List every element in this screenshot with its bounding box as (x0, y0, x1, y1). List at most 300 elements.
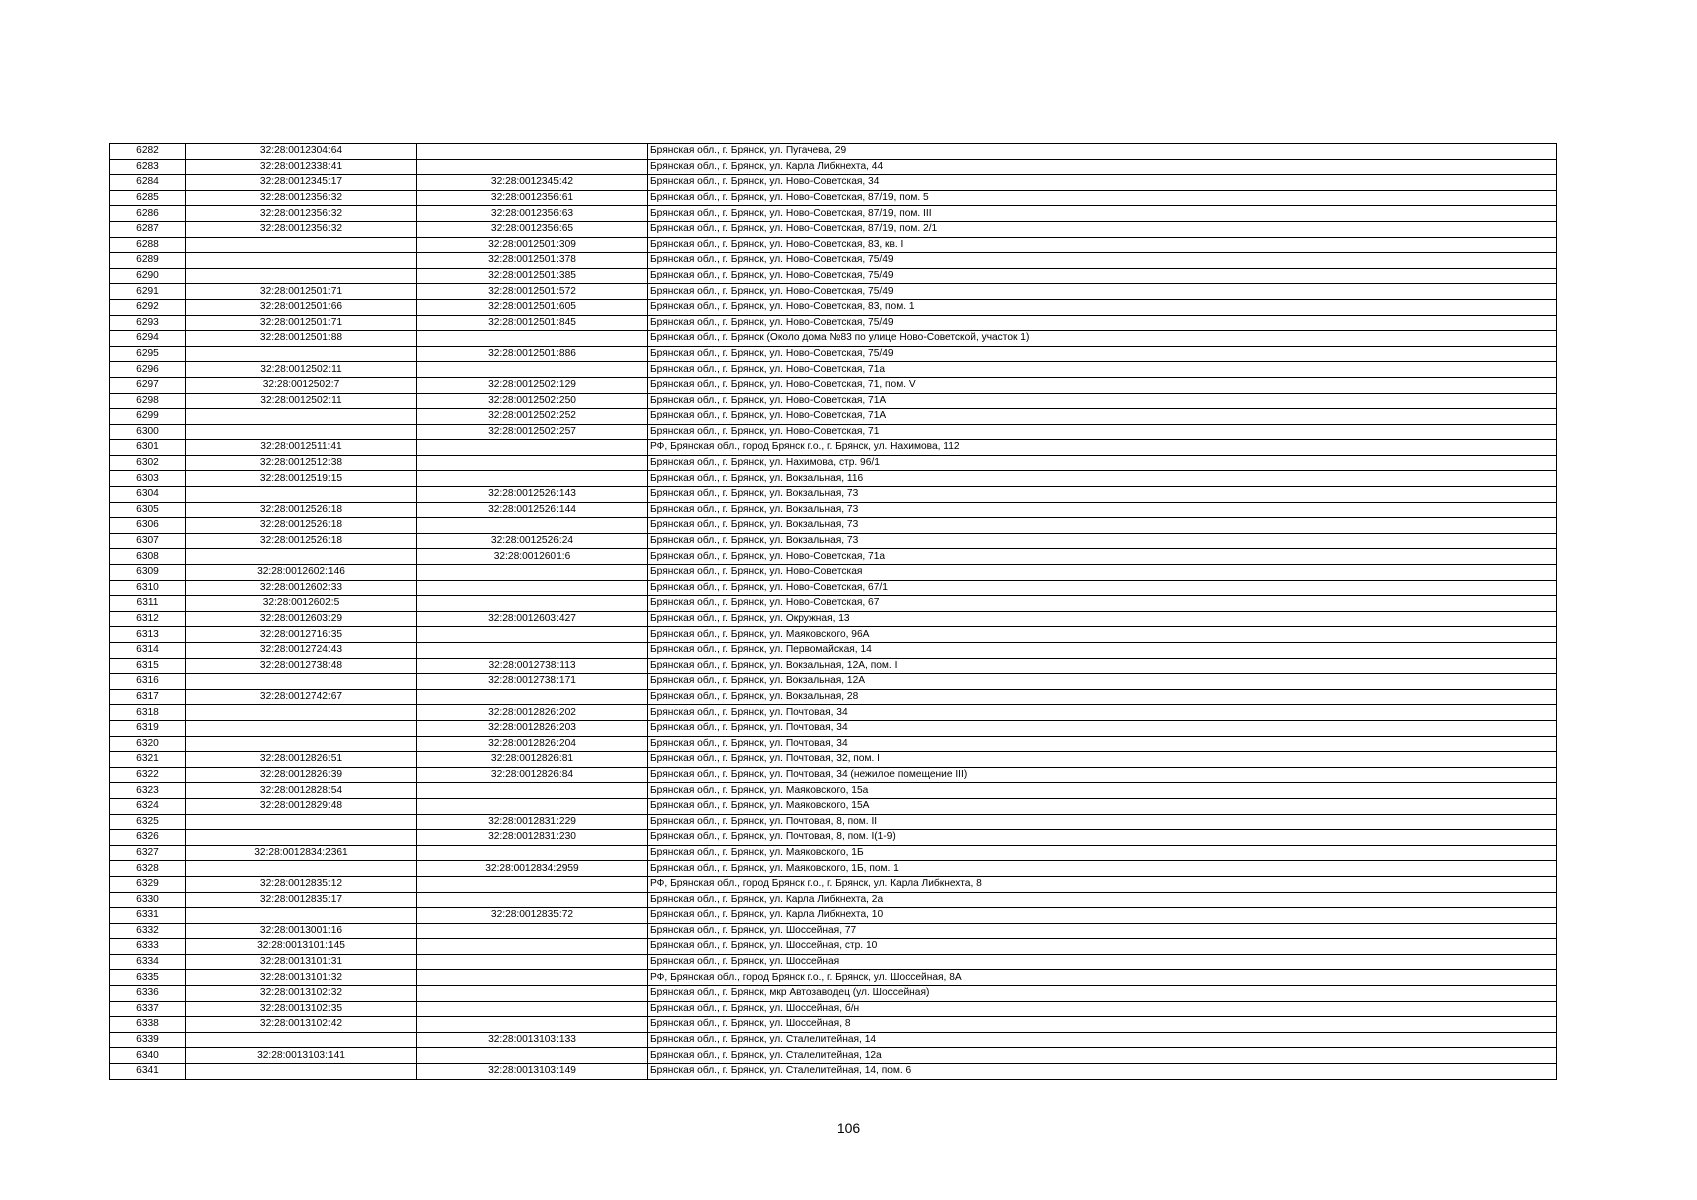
parcel-cadastral-number-cell (186, 268, 417, 284)
table-row (110, 221, 1557, 237)
object-cadastral-number-cell: 32:28:0012826:202 (417, 705, 648, 721)
table-row (110, 206, 1557, 222)
row-number-cell: 6284 (110, 175, 186, 191)
address-cell: Брянская обл., г. Брянск, ул. Вокзальная, 116 (648, 471, 1557, 487)
parcel-cadastral-number-cell (186, 736, 417, 752)
parcel-cadastral-number-cell (186, 1032, 417, 1048)
object-cadastral-number-cell (417, 923, 648, 939)
table-row (110, 580, 1557, 596)
object-cadastral-number-cell: 32:28:0012501:572 (417, 284, 648, 300)
address-cell: Брянская обл., г. Брянск, ул. Вокзальная, 12А (648, 674, 1557, 690)
parcel-cadastral-number-cell: 32:28:0013102:32 (186, 986, 417, 1002)
row-number-cell: 6321 (110, 752, 186, 768)
object-cadastral-number-cell: 32:28:0012835:72 (417, 908, 648, 924)
object-cadastral-number-cell: 32:28:0012501:605 (417, 299, 648, 315)
object-cadastral-number-cell: 32:28:0012501:378 (417, 253, 648, 269)
row-number-cell: 6290 (110, 268, 186, 284)
address-cell: Брянская обл., г. Брянск, ул. Ново-Советская, 71А (648, 409, 1557, 425)
parcel-cadastral-number-cell: 32:28:0012512:38 (186, 455, 417, 471)
parcel-cadastral-number-cell: 32:28:0013103:141 (186, 1048, 417, 1064)
address-cell: Брянская обл., г. Брянск, ул. Шоссейная, 77 (648, 923, 1557, 939)
table-row (110, 1064, 1557, 1080)
parcel-cadastral-number-cell: 32:28:0012502:11 (186, 393, 417, 409)
object-cadastral-number-cell: 32:28:0012601:6 (417, 549, 648, 565)
table-row (110, 346, 1557, 362)
page-number: 106 (836, 1120, 861, 1136)
parcel-cadastral-number-cell: 32:28:0012526:18 (186, 502, 417, 518)
object-cadastral-number-cell (417, 954, 648, 970)
object-cadastral-number-cell (417, 362, 648, 378)
parcel-cadastral-number-cell: 32:28:0012501:66 (186, 299, 417, 315)
row-number-cell: 6301 (110, 440, 186, 456)
object-cadastral-number-cell (417, 565, 648, 581)
object-cadastral-number-cell (417, 643, 648, 659)
parcel-cadastral-number-cell: 32:28:0012826:39 (186, 767, 417, 783)
parcel-cadastral-number-cell (186, 487, 417, 503)
address-cell: Брянская обл., г. Брянск, ул. Почтовая, 8, пом. II (648, 814, 1557, 830)
parcel-cadastral-number-cell: 32:28:0012501:71 (186, 284, 417, 300)
object-cadastral-number-cell: 32:28:0012502:257 (417, 424, 648, 440)
parcel-cadastral-number-cell: 32:28:0012501:71 (186, 315, 417, 331)
object-cadastral-number-cell: 32:28:0012826:84 (417, 767, 648, 783)
parcel-cadastral-number-cell: 32:28:0012519:15 (186, 471, 417, 487)
table-row (110, 315, 1557, 331)
table-row (110, 1001, 1557, 1017)
parcel-cadastral-number-cell: 32:28:0012602:5 (186, 596, 417, 612)
object-cadastral-number-cell (417, 455, 648, 471)
address-cell: Брянская обл., г. Брянск, ул. Ново-Советская, 71 (648, 424, 1557, 440)
object-cadastral-number-cell: 32:28:0013103:133 (417, 1032, 648, 1048)
address-cell: Брянская обл., г. Брянск, ул. Почтовая, 32, пом. I (648, 752, 1557, 768)
parcel-cadastral-number-cell (186, 253, 417, 269)
parcel-cadastral-number-cell: 32:28:0012716:35 (186, 627, 417, 643)
row-number-cell: 6317 (110, 689, 186, 705)
address-cell: Брянская обл., г. Брянск, ул. Ново-Советская (648, 565, 1557, 581)
address-cell: Брянская обл., г. Брянск, ул. Ново-Советская, 75/49 (648, 346, 1557, 362)
object-cadastral-number-cell (417, 159, 648, 175)
parcel-cadastral-number-cell (186, 409, 417, 425)
row-number-cell: 6282 (110, 144, 186, 160)
table-row (110, 502, 1557, 518)
parcel-cadastral-number-cell: 32:28:0012602:146 (186, 565, 417, 581)
address-cell: Брянская обл., г. Брянск, ул. Почтовая, 34 (648, 720, 1557, 736)
row-number-cell: 6335 (110, 970, 186, 986)
row-number-cell: 6303 (110, 471, 186, 487)
address-cell: Брянская обл., г. Брянск, ул. Ново-Советская, 67/1 (648, 580, 1557, 596)
parcel-cadastral-number-cell (186, 549, 417, 565)
row-number-cell: 6292 (110, 299, 186, 315)
table-row (110, 1032, 1557, 1048)
table-row (110, 455, 1557, 471)
table-row (110, 268, 1557, 284)
address-cell: Брянская обл., г. Брянск, ул. Вокзальная, 73 (648, 502, 1557, 518)
parcel-cadastral-number-cell (186, 674, 417, 690)
row-number-cell: 6298 (110, 393, 186, 409)
row-number-cell: 6309 (110, 565, 186, 581)
parcel-cadastral-number-cell: 32:28:0012829:48 (186, 798, 417, 814)
parcel-cadastral-number-cell (186, 237, 417, 253)
object-cadastral-number-cell (417, 440, 648, 456)
parcel-cadastral-number-cell: 32:28:0013102:42 (186, 1017, 417, 1033)
address-cell: Брянская обл., г. Брянск, ул. Шоссейная, 8 (648, 1017, 1557, 1033)
table-row (110, 253, 1557, 269)
address-cell: Брянская обл., г. Брянск, мкр Автозаводец (ул. Шоссейная) (648, 986, 1557, 1002)
object-cadastral-number-cell (417, 580, 648, 596)
table-row (110, 1048, 1557, 1064)
address-cell: Брянская обл., г. Брянск, ул. Сталелитейная, 12а (648, 1048, 1557, 1064)
parcel-cadastral-number-cell: 32:28:0013101:145 (186, 939, 417, 955)
table-row (110, 1017, 1557, 1033)
table-row (110, 876, 1557, 892)
row-number-cell: 6306 (110, 518, 186, 534)
row-number-cell: 6318 (110, 705, 186, 721)
parcel-cadastral-number-cell: 32:28:0012742:67 (186, 689, 417, 705)
address-cell: Брянская обл., г. Брянск, ул. Ново-Советская, 67 (648, 596, 1557, 612)
row-number-cell: 6289 (110, 253, 186, 269)
table-row (110, 487, 1557, 503)
parcel-cadastral-number-cell: 32:28:0012356:32 (186, 221, 417, 237)
address-cell: Брянская обл., г. Брянск, ул. Почтовая, 8, пом. I(1-9) (648, 830, 1557, 846)
object-cadastral-number-cell: 32:28:0012501:309 (417, 237, 648, 253)
table-row (110, 565, 1557, 581)
object-cadastral-number-cell (417, 970, 648, 986)
object-cadastral-number-cell: 32:28:0012603:427 (417, 611, 648, 627)
row-number-cell: 6325 (110, 814, 186, 830)
object-cadastral-number-cell: 32:28:0012526:143 (417, 487, 648, 503)
parcel-cadastral-number-cell (186, 424, 417, 440)
address-cell: Брянская обл., г. Брянск, ул. Ново-Советская, 71а (648, 549, 1557, 565)
address-cell: Брянская обл., г. Брянск, ул. Почтовая, 34 (648, 705, 1557, 721)
table-row (110, 518, 1557, 534)
parcel-cadastral-number-cell (186, 720, 417, 736)
object-cadastral-number-cell (417, 845, 648, 861)
parcel-cadastral-number-cell (186, 861, 417, 877)
object-cadastral-number-cell: 32:28:0012738:113 (417, 658, 648, 674)
parcel-cadastral-number-cell: 32:28:0012502:11 (186, 362, 417, 378)
table-row (110, 611, 1557, 627)
parcel-cadastral-number-cell: 32:28:0012835:12 (186, 876, 417, 892)
object-cadastral-number-cell: 32:28:0012831:230 (417, 830, 648, 846)
table-row (110, 377, 1557, 393)
table-row (110, 533, 1557, 549)
table-row (110, 643, 1557, 659)
table-row (110, 705, 1557, 721)
table-row (110, 159, 1557, 175)
object-cadastral-number-cell (417, 627, 648, 643)
parcel-cadastral-number-cell: 32:28:0012738:48 (186, 658, 417, 674)
table-row (110, 736, 1557, 752)
object-cadastral-number-cell: 32:28:0012502:250 (417, 393, 648, 409)
table-row (110, 299, 1557, 315)
row-number-cell: 6322 (110, 767, 186, 783)
row-number-cell: 6332 (110, 923, 186, 939)
parcel-cadastral-number-cell: 32:28:0013102:35 (186, 1001, 417, 1017)
row-number-cell: 6324 (110, 798, 186, 814)
row-number-cell: 6327 (110, 845, 186, 861)
row-number-cell: 6295 (110, 346, 186, 362)
address-cell: Брянская обл., г. Брянск, ул. Ново-Советская, 83, пом. 1 (648, 299, 1557, 315)
row-number-cell: 6312 (110, 611, 186, 627)
address-cell: Брянская обл., г. Брянск, ул. Ново-Советская, 87/19, пом. III (648, 206, 1557, 222)
row-number-cell: 6288 (110, 237, 186, 253)
object-cadastral-number-cell: 32:28:0013103:149 (417, 1064, 648, 1080)
object-cadastral-number-cell (417, 986, 648, 1002)
address-cell: Брянская обл., г. Брянск, ул. Шоссейная (648, 954, 1557, 970)
object-cadastral-number-cell (417, 331, 648, 347)
object-cadastral-number-cell (417, 471, 648, 487)
row-number-cell: 6319 (110, 720, 186, 736)
address-cell: Брянская обл., г. Брянск, ул. Вокзальная, 28 (648, 689, 1557, 705)
object-cadastral-number-cell: 32:28:0012831:229 (417, 814, 648, 830)
object-cadastral-number-cell: 32:28:0012834:2959 (417, 861, 648, 877)
row-number-cell: 6338 (110, 1017, 186, 1033)
address-cell: Брянская обл., г. Брянск, ул. Нахимова, стр. 96/1 (648, 455, 1557, 471)
row-number-cell: 6311 (110, 596, 186, 612)
parcel-cadastral-number-cell: 32:28:0012338:41 (186, 159, 417, 175)
address-cell: Брянская обл., г. Брянск, ул. Вокзальная, 73 (648, 518, 1557, 534)
row-number-cell: 6323 (110, 783, 186, 799)
row-number-cell: 6305 (110, 502, 186, 518)
registry-table-body (110, 144, 1557, 1080)
object-cadastral-number-cell (417, 798, 648, 814)
row-number-cell: 6302 (110, 455, 186, 471)
row-number-cell: 6293 (110, 315, 186, 331)
address-cell: Брянская обл., г. Брянск, ул. Ново-Советская, 87/19, пом. 2/1 (648, 221, 1557, 237)
address-cell: Брянская обл., г. Брянск, ул. Ново-Советская, 71, пом. V (648, 377, 1557, 393)
parcel-cadastral-number-cell: 32:28:0012304:64 (186, 144, 417, 160)
table-row (110, 752, 1557, 768)
table-row (110, 720, 1557, 736)
address-cell: Брянская обл., г. Брянск, ул. Ново-Советская, 75/49 (648, 253, 1557, 269)
table-row (110, 908, 1557, 924)
row-number-cell: 6326 (110, 830, 186, 846)
address-cell: Брянская обл., г. Брянск, ул. Вокзальная, 73 (648, 487, 1557, 503)
object-cadastral-number-cell: 32:28:0012738:171 (417, 674, 648, 690)
table-row (110, 627, 1557, 643)
row-number-cell: 6320 (110, 736, 186, 752)
object-cadastral-number-cell (417, 939, 648, 955)
row-number-cell: 6341 (110, 1064, 186, 1080)
parcel-cadastral-number-cell: 32:28:0012828:54 (186, 783, 417, 799)
table-row (110, 798, 1557, 814)
table-row (110, 284, 1557, 300)
parcel-cadastral-number-cell (186, 908, 417, 924)
table-row (110, 783, 1557, 799)
table-row (110, 362, 1557, 378)
address-cell: Брянская обл., г. Брянск, ул. Карла Либкнехта, 10 (648, 908, 1557, 924)
object-cadastral-number-cell (417, 876, 648, 892)
object-cadastral-number-cell: 32:28:0012356:63 (417, 206, 648, 222)
table-row (110, 144, 1557, 160)
parcel-cadastral-number-cell: 32:28:0012603:29 (186, 611, 417, 627)
address-cell: Брянская обл., г. Брянск, ул. Почтовая, 34 (нежилое помещение III) (648, 767, 1557, 783)
address-cell: Брянская обл., г. Брянск, ул. Ново-Советская, 75/49 (648, 315, 1557, 331)
object-cadastral-number-cell: 32:28:0012826:204 (417, 736, 648, 752)
object-cadastral-number-cell: 32:28:0012345:42 (417, 175, 648, 191)
address-cell: Брянская обл., г. Брянск, ул. Вокзальная, 12А, пом. I (648, 658, 1557, 674)
table-row (110, 892, 1557, 908)
table-row (110, 440, 1557, 456)
object-cadastral-number-cell (417, 1048, 648, 1064)
table-row (110, 814, 1557, 830)
parcel-cadastral-number-cell: 32:28:0012356:32 (186, 206, 417, 222)
object-cadastral-number-cell: 32:28:0012826:203 (417, 720, 648, 736)
parcel-cadastral-number-cell: 32:28:0012602:33 (186, 580, 417, 596)
row-number-cell: 6287 (110, 221, 186, 237)
table-row (110, 939, 1557, 955)
object-cadastral-number-cell: 32:28:0012502:252 (417, 409, 648, 425)
parcel-cadastral-number-cell: 32:28:0013101:31 (186, 954, 417, 970)
address-cell: Брянская обл., г. Брянск, ул. Карла Либкнехта, 2а (648, 892, 1557, 908)
address-cell: Брянская обл., г. Брянск, ул. Карла Либкнехта, 44 (648, 159, 1557, 175)
object-cadastral-number-cell (417, 596, 648, 612)
address-cell: РФ, Брянская обл., город Брянск г.о., г. Брянск, ул. Нахимова, 112 (648, 440, 1557, 456)
object-cadastral-number-cell (417, 1017, 648, 1033)
address-cell: Брянская обл., г. Брянск, ул. Пугачева, 29 (648, 144, 1557, 160)
row-number-cell: 6307 (110, 533, 186, 549)
table-row (110, 861, 1557, 877)
table-row (110, 986, 1557, 1002)
registry-table (109, 143, 1557, 1080)
table-row (110, 393, 1557, 409)
parcel-cadastral-number-cell: 32:28:0012526:18 (186, 533, 417, 549)
parcel-cadastral-number-cell: 32:28:0012826:51 (186, 752, 417, 768)
address-cell: Брянская обл., г. Брянск, ул. Маяковского, 1Б, пом. 1 (648, 861, 1557, 877)
table-row (110, 658, 1557, 674)
parcel-cadastral-number-cell (186, 830, 417, 846)
parcel-cadastral-number-cell: 32:28:0012835:17 (186, 892, 417, 908)
table-row (110, 190, 1557, 206)
table-row (110, 424, 1557, 440)
parcel-cadastral-number-cell: 32:28:0012511:41 (186, 440, 417, 456)
row-number-cell: 6313 (110, 627, 186, 643)
object-cadastral-number-cell (417, 892, 648, 908)
row-number-cell: 6336 (110, 986, 186, 1002)
row-number-cell: 6340 (110, 1048, 186, 1064)
row-number-cell: 6304 (110, 487, 186, 503)
address-cell: Брянская обл., г. Брянск, ул. Ново-Советская, 71а (648, 362, 1557, 378)
address-cell: Брянская обл., г. Брянск, ул. Ново-Советская, 71А (648, 393, 1557, 409)
object-cadastral-number-cell: 32:28:0012501:845 (417, 315, 648, 331)
row-number-cell: 6283 (110, 159, 186, 175)
parcel-cadastral-number-cell: 32:28:0013001:16 (186, 923, 417, 939)
address-cell: Брянская обл., г. Брянск, ул. Почтовая, 34 (648, 736, 1557, 752)
row-number-cell: 6329 (110, 876, 186, 892)
table-row (110, 549, 1557, 565)
row-number-cell: 6308 (110, 549, 186, 565)
parcel-cadastral-number-cell (186, 814, 417, 830)
table-row (110, 175, 1557, 191)
row-number-cell: 6333 (110, 939, 186, 955)
row-number-cell: 6334 (110, 954, 186, 970)
row-number-cell: 6331 (110, 908, 186, 924)
table-row (110, 331, 1557, 347)
address-cell: РФ, Брянская обл., город Брянск г.о., г. Брянск, ул. Карла Либкнехта, 8 (648, 876, 1557, 892)
parcel-cadastral-number-cell: 32:28:0012345:17 (186, 175, 417, 191)
row-number-cell: 6310 (110, 580, 186, 596)
parcel-cadastral-number-cell: 32:28:0012526:18 (186, 518, 417, 534)
table-row (110, 970, 1557, 986)
row-number-cell: 6337 (110, 1001, 186, 1017)
table-row (110, 767, 1557, 783)
object-cadastral-number-cell: 32:28:0012526:144 (417, 502, 648, 518)
address-cell: Брянская обл., г. Брянск, ул. Маяковского, 15А (648, 798, 1557, 814)
object-cadastral-number-cell (417, 518, 648, 534)
object-cadastral-number-cell: 32:28:0012501:385 (417, 268, 648, 284)
parcel-cadastral-number-cell: 32:28:0012356:32 (186, 190, 417, 206)
address-cell: Брянская обл., г. Брянск, ул. Шоссейная, стр. 10 (648, 939, 1557, 955)
object-cadastral-number-cell: 32:28:0012526:24 (417, 533, 648, 549)
row-number-cell: 6286 (110, 206, 186, 222)
address-cell: Брянская обл., г. Брянск, ул. Вокзальная, 73 (648, 533, 1557, 549)
row-number-cell: 6297 (110, 377, 186, 393)
row-number-cell: 6314 (110, 643, 186, 659)
address-cell: Брянская обл., г. Брянск, ул. Шоссейная, б/н (648, 1001, 1557, 1017)
row-number-cell: 6339 (110, 1032, 186, 1048)
address-cell: Брянская обл., г. Брянск, ул. Ново-Советская, 75/49 (648, 284, 1557, 300)
object-cadastral-number-cell (417, 689, 648, 705)
row-number-cell: 6330 (110, 892, 186, 908)
table-row (110, 674, 1557, 690)
address-cell: Брянская обл., г. Брянск, ул. Окружная, 13 (648, 611, 1557, 627)
row-number-cell: 6300 (110, 424, 186, 440)
parcel-cadastral-number-cell (186, 1064, 417, 1080)
parcel-cadastral-number-cell: 32:28:0012501:88 (186, 331, 417, 347)
address-cell: Брянская обл., г. Брянск, ул. Маяковского, 15а (648, 783, 1557, 799)
row-number-cell: 6291 (110, 284, 186, 300)
address-cell: Брянская обл., г. Брянск, ул. Сталелитейная, 14, пом. 6 (648, 1064, 1557, 1080)
row-number-cell: 6316 (110, 674, 186, 690)
object-cadastral-number-cell (417, 783, 648, 799)
row-number-cell: 6315 (110, 658, 186, 674)
row-number-cell: 6285 (110, 190, 186, 206)
object-cadastral-number-cell (417, 1001, 648, 1017)
row-number-cell: 6299 (110, 409, 186, 425)
address-cell: Брянская обл., г. Брянск, ул. Сталелитейная, 14 (648, 1032, 1557, 1048)
parcel-cadastral-number-cell: 32:28:0012724:43 (186, 643, 417, 659)
table-row (110, 923, 1557, 939)
table-row (110, 409, 1557, 425)
object-cadastral-number-cell: 32:28:0012826:81 (417, 752, 648, 768)
address-cell: Брянская обл., г. Брянск (Около дома №83 по улице Ново-Советской, участок 1) (648, 331, 1557, 347)
address-cell: Брянская обл., г. Брянск, ул. Маяковского, 96А (648, 627, 1557, 643)
object-cadastral-number-cell: 32:28:0012356:61 (417, 190, 648, 206)
address-cell: Брянская обл., г. Брянск, ул. Ново-Советская, 34 (648, 175, 1557, 191)
table-row (110, 596, 1557, 612)
table-row (110, 845, 1557, 861)
parcel-cadastral-number-cell: 32:28:0012502:7 (186, 377, 417, 393)
parcel-cadastral-number-cell: 32:28:0012834:2361 (186, 845, 417, 861)
table-row (110, 471, 1557, 487)
table-row (110, 689, 1557, 705)
parcel-cadastral-number-cell (186, 346, 417, 362)
address-cell: Брянская обл., г. Брянск, ул. Ново-Советская, 83, кв. I (648, 237, 1557, 253)
table-row (110, 954, 1557, 970)
row-number-cell: 6294 (110, 331, 186, 347)
parcel-cadastral-number-cell (186, 705, 417, 721)
row-number-cell: 6296 (110, 362, 186, 378)
object-cadastral-number-cell (417, 144, 648, 160)
parcel-cadastral-number-cell: 32:28:0013101:32 (186, 970, 417, 986)
object-cadastral-number-cell: 32:28:0012356:65 (417, 221, 648, 237)
address-cell: РФ, Брянская обл., город Брянск г.о., г. Брянск, ул. Шоссейная, 8А (648, 970, 1557, 986)
table-row (110, 830, 1557, 846)
address-cell: Брянская обл., г. Брянск, ул. Первомайская, 14 (648, 643, 1557, 659)
table-row (110, 237, 1557, 253)
address-cell: Брянская обл., г. Брянск, ул. Ново-Советская, 75/49 (648, 268, 1557, 284)
object-cadastral-number-cell: 32:28:0012501:886 (417, 346, 648, 362)
address-cell: Брянская обл., г. Брянск, ул. Ново-Советская, 87/19, пом. 5 (648, 190, 1557, 206)
